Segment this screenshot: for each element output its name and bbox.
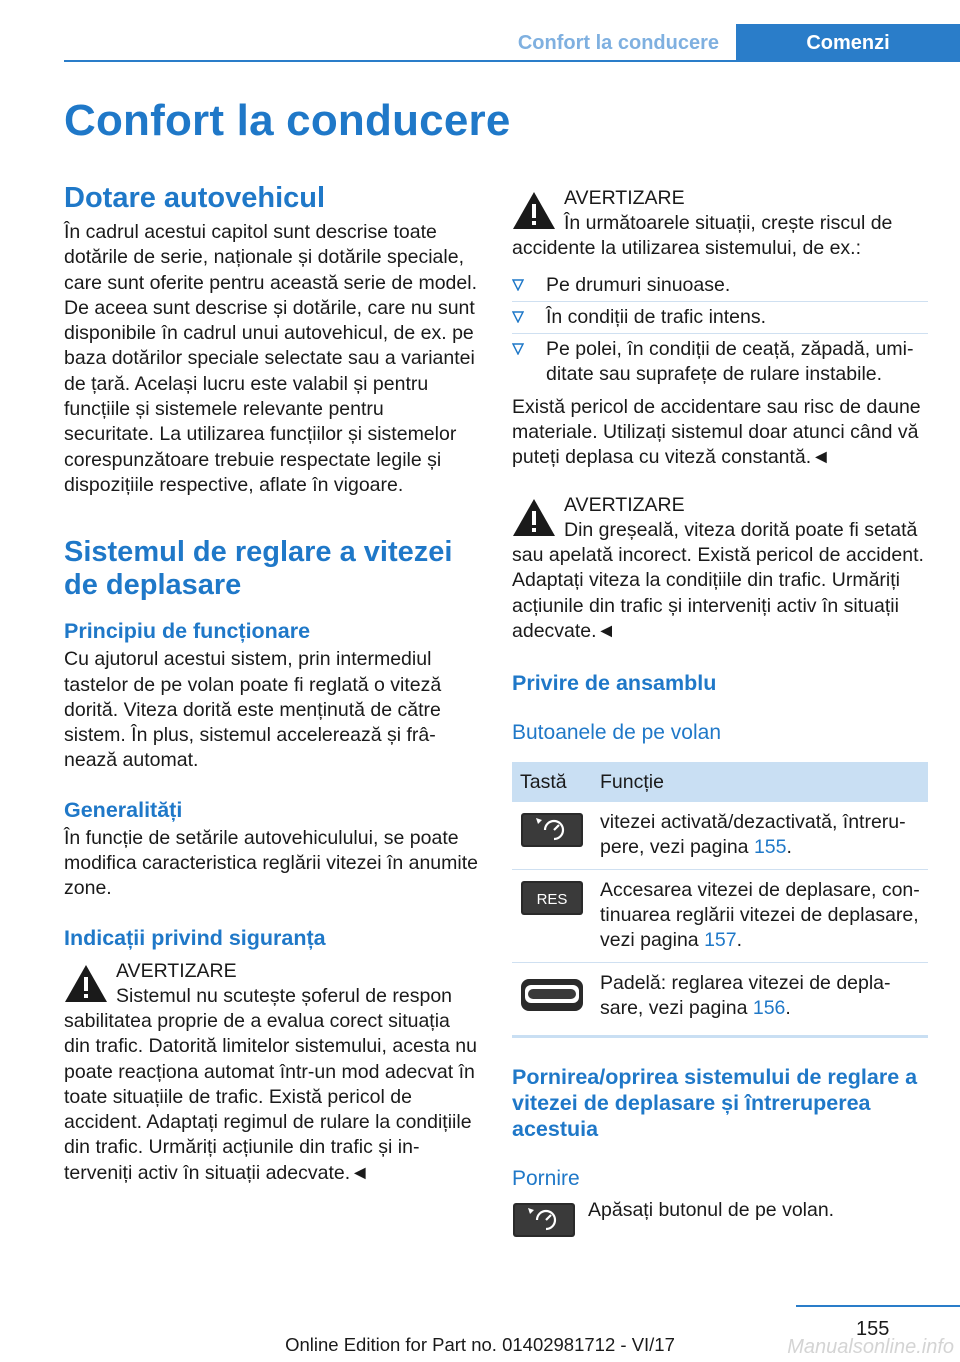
warning-triangle-icon (512, 497, 556, 537)
table-header-row (512, 762, 928, 802)
buttons-table (512, 762, 928, 1038)
header-rule (64, 60, 960, 62)
table-row (512, 869, 928, 962)
function-text: Accesarea vitezei de deplasare, continuarea reglării vitezei de deplasare, vezi pagina 157. (592, 869, 928, 962)
warning1-first-line: În următoarele situații, crește riscul de (564, 212, 893, 234)
after-bullets-text: Există pericol de accidentare sau risc de daune materiale. Utilizați sistemul doar atunci când vă puteți deplasa cu viteză constantă.◄ (512, 395, 921, 469)
svg-text:RES: RES (536, 890, 568, 908)
list-item (512, 334, 928, 391)
right-column (512, 180, 928, 1244)
function-text: Padelă: reglarea vitezei de deplasare, vezi pagina 156. (592, 962, 928, 1037)
page-link[interactable]: 156 (752, 996, 786, 1019)
paddle-icon (520, 975, 584, 1015)
warning2-title: AVERTIZARE (564, 493, 685, 516)
pornire-oprire-heading: Pornirea/oprirea sistemului de reglare a vitezei de deplasare și întreruperea acestuia (512, 1065, 918, 1142)
table-row (512, 802, 928, 869)
pornire-row (512, 1200, 928, 1244)
warning-text: sabilitatea proprie de a evalua corect situația din trafic. Datorită limitelor sistemului, acesta nu poate reacționa automat într-un mod adecvat în toate situațiile de trafic. Există pericol de accident. Adaptați regimul de rulare la condițiile din trafic. Urmăriți acțiunile din trafic și interveniți activ în situații adecvate.◄ (64, 1009, 477, 1184)
triangle-bullet-icon (512, 343, 524, 355)
cruise-control-button-icon (520, 810, 584, 850)
dotare-heading: Dotare autovehicul (64, 182, 326, 214)
warning-box-2 (512, 493, 928, 644)
page-link[interactable]: 157 (704, 929, 737, 952)
warning2-first-line: Din greșeală, viteza dorită poate fi setată (564, 518, 918, 541)
warning-triangle-icon (512, 190, 556, 230)
bullet-text: În condiții de trafic intens. (546, 305, 767, 328)
page-title: Confort la conducere (64, 96, 511, 145)
risk-bullet-list (512, 270, 928, 391)
page-link[interactable]: 155 (753, 836, 787, 859)
principiu-text: Cu ajutorul acestui sistem, prin intermediul tastelor de pe volan poate fi reglată o viteză dorită. Viteza dorită este menținută de către sistem. În plus, sistemul accelerează și frânează automat. (64, 648, 442, 772)
pornire-heading: Pornire (512, 1167, 580, 1191)
generalitati-text: În funcție de setările autovehiculului, se poate modifica caracteristica reglării vitezei în anumite zone. (64, 826, 478, 900)
edition-footer: Online Edition for Part no. 01402981712 - VI/17 (285, 1334, 675, 1355)
footer-rule (796, 1305, 960, 1307)
triangle-bullet-icon (512, 311, 524, 323)
principiu-heading: Principiu de funcționare (64, 619, 311, 644)
warning-box-1 (512, 186, 928, 262)
pornire-text: Apăsați butonul de pe volan. (588, 1199, 835, 1222)
privire-heading: Privire de ansamblu (512, 671, 717, 696)
watermark: Manualsonline.info (787, 1336, 954, 1358)
page-number: 155 (856, 1318, 890, 1340)
col-function-header: Funcție (592, 762, 928, 802)
butoane-heading: Butoanele de pe volan (512, 721, 722, 745)
table-row (512, 962, 928, 1037)
list-item (512, 302, 928, 334)
warning1-title: AVERTIZARE (564, 187, 685, 209)
header-section-label: Confort la conducere (517, 32, 719, 54)
dotare-text: În cadrul acestui capitol sunt descrise toate dotările de serie, naționale și dotările speciale, care sunt oferite pentru această serie de model. De aceea sunt descrise și dotările, care nu sunt disponibile în cadrul unui autovehicul, de ex. pe baza dotărilor speciale selectate sau a variantei de țară. Același lucru este valabil și pentru funcțiile și sistemele relevante pentru securitate. La utilizarea funcțiilor și sistemelor corespunzătoare trebuie respectate legile și dispozițiile respective, aflate în vigoare. (64, 221, 477, 496)
warning-box (64, 959, 478, 1186)
warning-triangle-icon (64, 963, 108, 1003)
indicatii-heading: Indicații privind siguranța (64, 925, 326, 950)
triangle-bullet-icon (512, 279, 524, 291)
warning1-text: accidente la utilizarea sistemului, de ex.: (512, 237, 862, 260)
function-text: vitezei activată/dezactivată, întrerupere, vezi pagina 155. (592, 802, 928, 869)
warning-first-line: Sistemul nu scutește șoferul de respon (116, 984, 453, 1007)
res-button-icon (520, 878, 584, 918)
warning-title: AVERTIZARE (116, 959, 237, 982)
bullet-text: Pe polei, în condiții de ceață, zăpadă, umiditate sau suprafețe de rulare instabile. (546, 338, 914, 386)
list-item (512, 270, 928, 302)
generalitati-heading: Generalități (64, 797, 183, 822)
left-column (64, 180, 478, 1186)
header-tab-comenzi[interactable]: Comenzi (736, 24, 960, 62)
bullet-text: Pe drumuri sinuoase. (546, 273, 731, 296)
col-key-header: Tastă (512, 762, 592, 802)
cruise-control-button-icon (512, 1200, 576, 1240)
warning2-text: sau apelată incorect. Există pericol de accident. Adaptați viteza la condițiile din trafic. Urmăriți acțiunile din trafic și interveniți activ în situații adecvate.◄ (512, 543, 924, 642)
sistem-heading: Sistemul de reglare a vitezei de deplasare (64, 536, 453, 602)
